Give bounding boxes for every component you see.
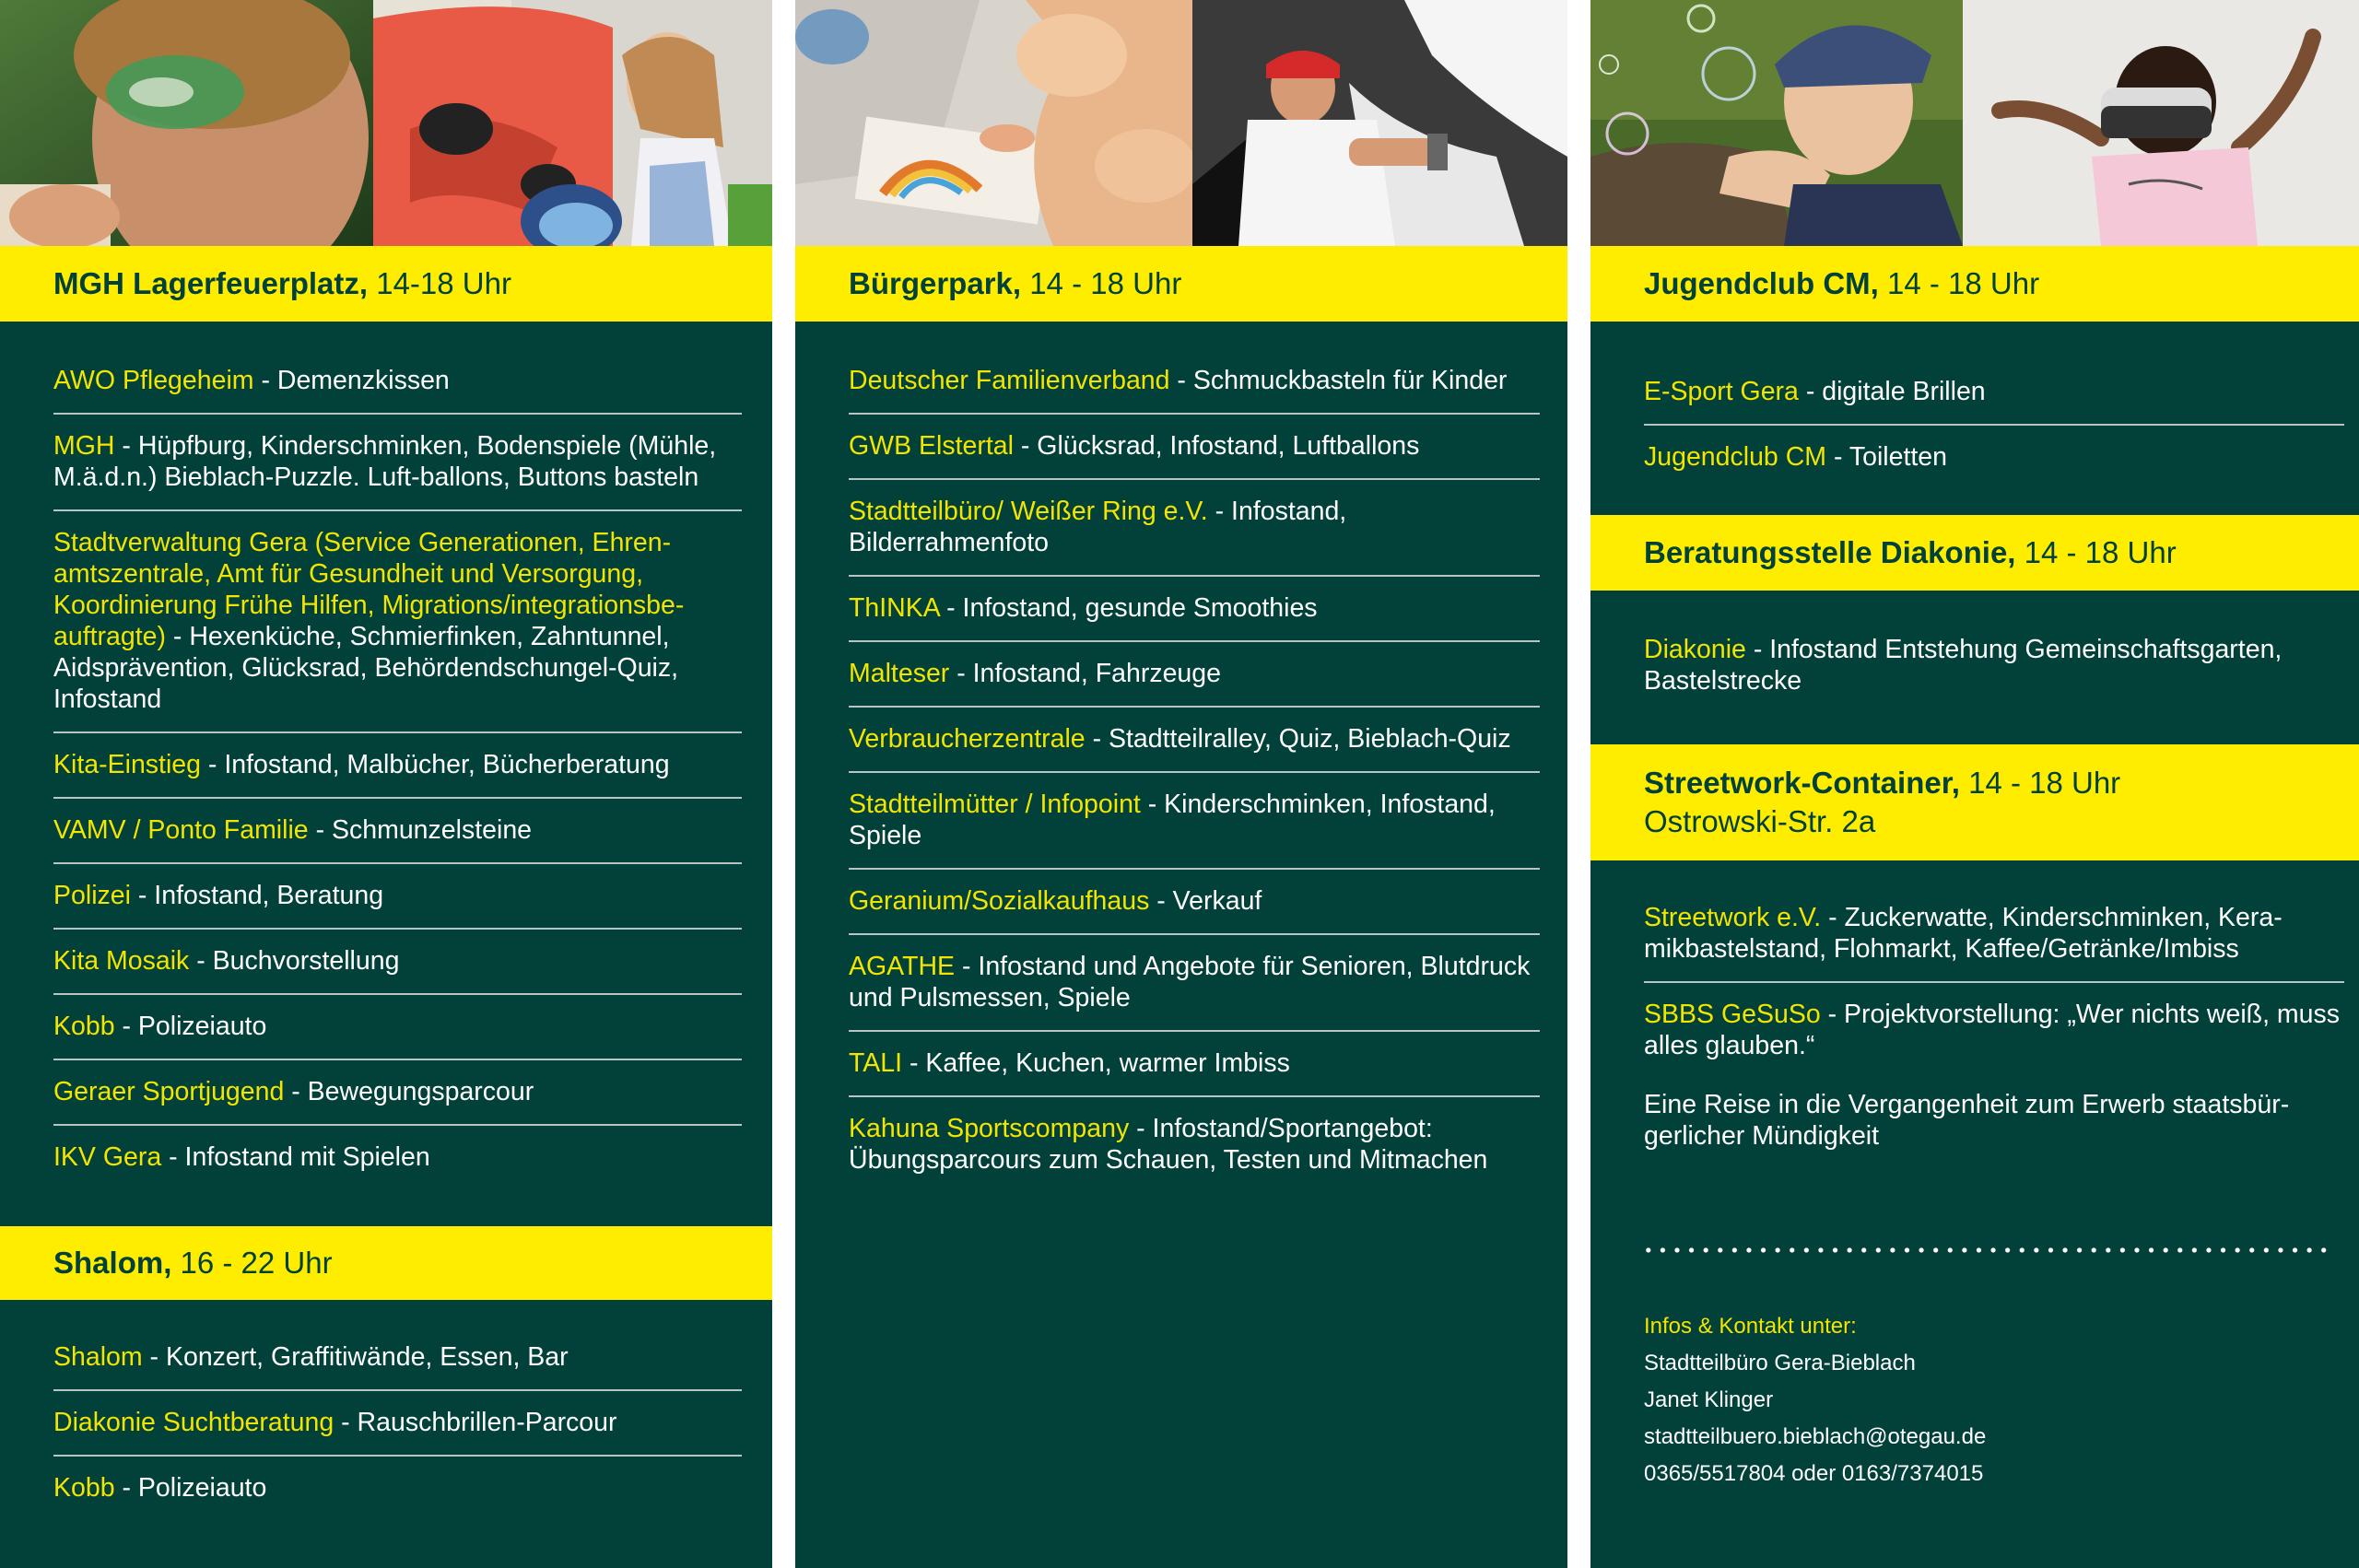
venue-name: Shalom,	[53, 1246, 172, 1280]
photo-crafting	[795, 0, 1192, 246]
activity: - Infostand und Angebote für Senioren, Blutdruck und Pulsmessen, Spiele	[849, 952, 1531, 1012]
column-2	[795, 0, 1567, 1568]
list-item	[53, 945, 742, 995]
list-item	[849, 885, 1540, 935]
photo-strip-2	[795, 0, 1567, 246]
organization: SBBS GeSuSo	[1644, 1000, 1821, 1029]
activity: - Kinderschminken, Infostand, Spiele	[849, 790, 1496, 850]
organization: E-Sport Gera	[1644, 377, 1799, 406]
organization: Malteser	[849, 659, 950, 688]
list-item	[849, 789, 1540, 870]
list-item	[1644, 902, 2344, 983]
organization: ThINKA	[849, 593, 940, 623]
organization: Verbraucherzentrale	[849, 724, 1086, 754]
venue-time: 14 - 18 Uhr	[1878, 266, 2040, 300]
activity: - Konzert, Graffitiwände, Essen, Bar	[142, 1342, 569, 1372]
list-item	[53, 365, 742, 415]
list-item	[1644, 376, 2344, 426]
list-item	[53, 1011, 742, 1060]
activity: - Kaffee, Kuchen, warmer Imbiss	[902, 1048, 1290, 1078]
activity: - Zuckerwatte, Kinderschminken, Kera-mikbastelstand, Flohmarkt, Kaffee/Getränke/Imbiss	[1644, 903, 2283, 964]
organization: Stadtteilmütter / Infopoint	[849, 790, 1141, 819]
organization: TALI	[849, 1048, 903, 1078]
photo-vr-headset	[1963, 0, 2359, 246]
activity: - Bewegungsparcour	[284, 1077, 534, 1106]
venue-name: Beratungsstelle Diakonie,	[1644, 535, 2016, 569]
venue-time: 14 - 18 Uhr	[1959, 766, 2121, 800]
activity: - Hüpfburg, Kinderschminken, Bodenspiele (Mühle, M.ä.d.n.) Bieblach-Puzzle. Luft-ballons, Buttons basteln	[53, 431, 717, 492]
contact-person: Janet Klinger	[1644, 1387, 1774, 1412]
organization: AWO Pflegeheim	[53, 366, 254, 395]
photo-bouncy-castle	[373, 0, 772, 246]
venue-name: Streetwork-Container,	[1644, 766, 1960, 800]
venue-name: MGH Lagerfeuerplatz,	[53, 266, 369, 300]
list-item	[53, 1472, 742, 1520]
list-item	[849, 658, 1540, 708]
list-item	[53, 880, 742, 930]
venue-time: 16 - 22 Uhr	[171, 1246, 333, 1280]
venue-time: 14-18 Uhr	[368, 266, 511, 300]
venue-header-jugendclub	[1590, 246, 2359, 322]
list-item	[1644, 999, 2344, 1089]
contact-block	[1644, 1308, 1986, 1492]
organization: Diakonie Suchtberatung	[53, 1408, 334, 1437]
organization: Shalom	[53, 1342, 143, 1372]
organization: Deutscher Familienverband	[849, 366, 1170, 395]
activity: - Demenzkissen	[253, 366, 450, 395]
venue-name: Jugendclub CM,	[1644, 266, 1879, 300]
activity: - Schmuckbasteln für Kinder	[1169, 366, 1508, 395]
organization: Kita-Einstieg	[53, 750, 201, 779]
program-list-mgh	[53, 365, 742, 1205]
activity: - Verkauf	[1149, 886, 1262, 916]
list-item	[849, 951, 1540, 1032]
organization: Kobb	[53, 1012, 115, 1041]
activity: - digitale Brillen	[1798, 377, 1986, 406]
organization: AGATHE	[849, 952, 956, 981]
activity: - Buchvorstellung	[189, 946, 400, 976]
list-item	[1644, 634, 2344, 713]
activity: - Infostand Entstehung Gemeinschaftsgarten, Bastelstrecke	[1644, 635, 2283, 696]
column-1	[0, 0, 772, 1568]
list-item	[849, 1113, 1540, 1192]
list-item	[1644, 441, 2344, 489]
organization: Kita Mosaik	[53, 946, 190, 976]
organization: Geranium/Sozialkaufhaus	[849, 886, 1150, 916]
photo-face-painting	[0, 0, 373, 246]
list-item	[849, 1047, 1540, 1097]
list-item	[53, 1076, 742, 1126]
program-list-streetwork	[1644, 902, 2344, 1184]
venue-header-mgh	[0, 246, 772, 322]
photo-graffiti	[1192, 0, 1567, 246]
list-item	[53, 749, 742, 799]
list-item	[849, 430, 1540, 480]
list-item	[53, 814, 742, 864]
organization: GWB Elstertal	[849, 431, 1014, 461]
list-item	[53, 1141, 742, 1189]
venue-header-streetwork	[1590, 744, 2359, 860]
list-item	[849, 365, 1540, 415]
organization: Stadtverwaltung Gera (Service Generationen, Ehren-amtszentrale, Amt für Gesundheit und Versorgung, Koordinierung Frühe Hilfen, Migrations/integrationsbe-auftragte)	[53, 528, 685, 651]
program-list-buergerpark	[849, 365, 1540, 1208]
venue-time: 14 - 18 Uhr	[1021, 266, 1182, 300]
activity: - Rauschbrillen-Parcour	[334, 1408, 617, 1437]
activity: - Infostand/Sportangebot: Übungsparcours zum Schauen, Testen und Mitmachen	[849, 1114, 1488, 1175]
organization: VAMV / Ponto Familie	[53, 815, 309, 845]
contact-lead: Infos & Kontakt unter:	[1644, 1314, 1857, 1339]
organization: IKV Gera	[53, 1142, 162, 1172]
activity: - Glücksrad, Infostand, Luftballons	[1013, 431, 1420, 461]
activity: - Stadtteilralley, Quiz, Bieblach-Quiz	[1085, 724, 1511, 754]
activity: - Infostand, Bilderrahmenfoto	[849, 497, 1347, 557]
list-item	[53, 527, 742, 733]
activity: - Schmunzelsteine	[308, 815, 533, 845]
list-item	[849, 496, 1540, 577]
list-item	[53, 1407, 742, 1457]
activity: - Polizeiauto	[114, 1473, 267, 1503]
organization: Diakonie	[1644, 635, 1746, 664]
activity: - Hexenküche, Schmierfinken, Zahntunnel, Aidsprävention, Glücksrad, Behördendschungel-Quiz, Infostand	[53, 622, 679, 714]
organization: Jugendclub CM	[1644, 442, 1827, 472]
contact-office: Stadtteilbüro Gera-Bieblach	[1644, 1351, 1916, 1375]
organization: MGH	[53, 431, 115, 461]
activity: - Infostand, gesunde Smoothies	[939, 593, 1318, 623]
venue-header-diakonie	[1590, 515, 2359, 591]
organization: Kahuna Sportscompany	[849, 1114, 1130, 1143]
organization: Streetwork e.V.	[1644, 903, 1822, 932]
photo-strip-1	[0, 0, 772, 246]
venue-header-shalom	[0, 1226, 772, 1300]
photo-soap-bubbles	[1590, 0, 1963, 246]
venue-time: 14 - 18 Uhr	[2015, 535, 2177, 569]
activity: - Infostand mit Spielen	[161, 1142, 430, 1172]
program-list-diakonie	[1644, 634, 2344, 729]
contact-email[interactable]: stadtteilbuero.bieblach@otegau.de	[1644, 1424, 1987, 1449]
organization: Geraer Sportjugend	[53, 1077, 285, 1106]
list-item	[53, 1341, 742, 1391]
note-text: Eine Reise in die Vergangenheit zum Erwerb staatsbür-gerlicher Mündigkeit	[1644, 1090, 2290, 1151]
list-item	[53, 430, 742, 511]
activity: - Infostand, Malbücher, Bücherberatung	[201, 750, 670, 779]
photo-strip-3	[1590, 0, 2359, 246]
organization: Kobb	[53, 1473, 115, 1503]
activity: - Toiletten	[1826, 442, 1947, 472]
activity: - Infostand, Beratung	[130, 881, 384, 910]
venue-header-buergerpark	[795, 246, 1567, 322]
program-list-jugendclub	[1644, 376, 2344, 505]
activity: - Projektvorstellung: „Wer nichts weiß, muss alles glauben.“	[1644, 1000, 2340, 1060]
list-item	[849, 723, 1540, 773]
program-list-shalom	[53, 1341, 742, 1536]
organization: Polizei	[53, 881, 131, 910]
activity: - Polizeiauto	[114, 1012, 267, 1041]
list-item	[849, 592, 1540, 642]
activity: - Infostand, Fahrzeuge	[949, 659, 1221, 688]
venue-address: Ostrowski-Str. 2a	[1644, 804, 1876, 838]
contact-phone[interactable]: 0365/5517804 oder 0163/7374015	[1644, 1461, 1984, 1486]
dotted-divider	[1641, 1247, 2330, 1253]
venue-name: Bürgerpark,	[849, 266, 1022, 300]
organization: Stadtteilbüro/ Weißer Ring e.V.	[849, 497, 1208, 526]
